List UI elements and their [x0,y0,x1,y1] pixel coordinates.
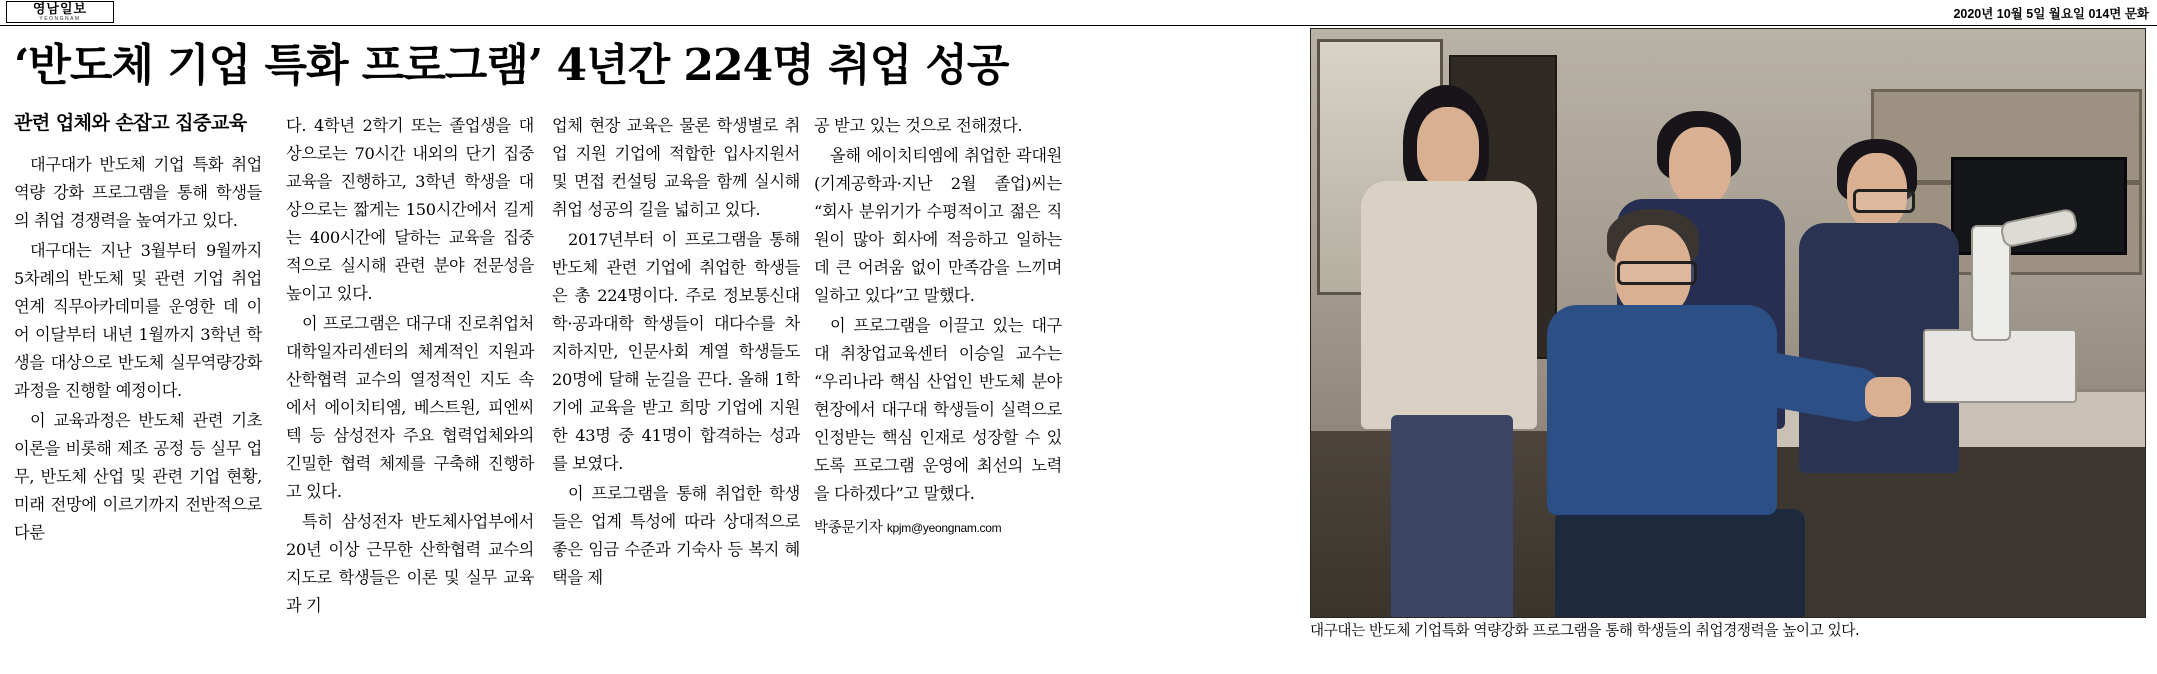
photo-person-torso [1361,181,1537,429]
glasses-icon [1617,261,1697,285]
headline [14,26,1284,96]
masthead [0,0,2157,26]
paragraph: 공 받고 있는 것으로 전해졌다. [814,116,1023,135]
paragraph: 2017년부터 이 프로그램을 통해 반도체 관련 기업에 취업한 학생들은 총 224명이다. 주로 정보통신대학·공과대학 학생들이 대다수를 차지하지만, 인문사회 계열 학생들도 20명에 달해 눈길을 끈다. 올해 1학기에 교육을 받고 희망 기업에 지원한 43명 중 41명이 합격하는 성과를 보였다. [552,230,800,473]
paragraph: 이 프로그램은 대구대 진로취업처 대학일자리센터의 체계적인 지원과 산학협력 교수의 열정적인 지도 속에서 에이치티엠, 베스트원, 피엔씨텍 등 삼성전자 주요 협력업체와의 긴밀한 협력 체제를 구축해 진행하고 있다. [286,314,534,501]
article-column-3 [552,112,800,672]
byline [814,516,1062,537]
photo-caption: 대구대는 반도체 기업특화 역량강화 프로그램을 통해 학생들의 취업경쟁력을 높이고 있다. [1310,622,1860,639]
paragraph: 이 프로그램을 이끌고 있는 대구대 취창업교육센터 이승일 교수는 “우리나라 핵심 산업인 반도체 분야 현장에서 대구대 학생들이 실력으로 인정받는 핵심 인재로 성장할 수 있도록 프로그램 운영에 최선의 노력을 다하겠다”고 말했다. [814,316,1062,503]
masthead-date-line: 2020년 10월 5일 월요일 014면 문화 [1953,7,2149,21]
article-column-1 [14,112,262,672]
photo-person-hand [1865,377,1911,417]
photo-person-legs [1391,415,1513,618]
newspaper-logo [6,1,114,23]
article-column-2 [286,112,534,672]
glasses-icon [1853,189,1915,213]
photo-person-head [1417,107,1479,187]
byline-email: kpjm@yeongnam.com [886,521,1002,535]
article-photo-block [1310,28,2146,644]
photo-person-torso [1547,305,1777,515]
logo-sub-text: YEONGNAM [39,15,81,22]
paragraph: 올해 에이치티엠에 취업한 곽대원(기계공학과·지난 2월 졸업)씨는 “회사 분위기가 수평적이고 젊은 직원이 많아 회사에 적응하고 일하는 데 큰 어려움 없이 만족감을 느끼며 일하고 있다”고 말했다. [814,146,1062,305]
paragraph: 다. 4학년 2학기 또는 졸업생을 대상으로는 70시간 내외의 단기 집중교육을 진행하고, 3학년 학생을 대상으로는 짧게는 150시간에서 길게는 400시간에 달하는 교육을 집중적으로 실시해 관련 분야 전문성을 높이고 있다. [286,116,534,303]
paragraph: 특히 삼성전자 반도체사업부에서 20년 이상 근무한 산학협력 교수의 지도로 학생들은 이론 및 실무 교육과 기 [286,512,534,615]
article-body [14,112,1294,672]
byline-reporter-name: 박종문기자 [814,520,883,536]
article-photo [1310,28,2146,618]
photo-chair [1555,509,1805,618]
paragraph: 대구대가 반도체 기업 특화 취업 역량 강화 프로그램을 통해 학생들의 취업 경쟁력을 높여가고 있다. [14,154,262,230]
article-column-4 [814,112,1062,672]
paragraph: 이 프로그램을 통해 취업한 학생들은 업계 특성에 따라 상대적으로 좋은 임금 수준과 기숙사 등 복지 혜택을 제 [552,484,800,587]
headline-text: ‘반도체 기업 특화 프로그램’ 4년간 224명 취업 성공 [14,40,1009,91]
paragraph: 대구대는 지난 3월부터 9월까지 5차례의 반도체 및 관련 기업 취업 연계 직무아카데미를 운영한 데 이어 이달부터 내년 1월까지 3학년 학생을 대상으로 반도체 실무역량강화 과정을 진행할 예정이다. [14,240,262,400]
photo-person-head [1669,127,1731,205]
paragraph: 업체 현장 교육은 물론 학생별로 취업 지원 기업에 적합한 입사지원서 및 면접 컨설팅 교육을 함께 실시해 취업 성공의 길을 넓히고 있다. [552,116,800,219]
paragraph: 이 교육과정은 반도체 관련 기초 이론을 비롯해 제조 공정 등 실무 업무, 반도체 산업 및 관련 기업 현황, 미래 전망에 이르기까지 전반적으로 다룬 [14,410,262,542]
logo-main-text: 영남일보 [32,1,88,17]
article-subhead: 관련 업체와 손잡고 집중교육 [14,112,247,134]
